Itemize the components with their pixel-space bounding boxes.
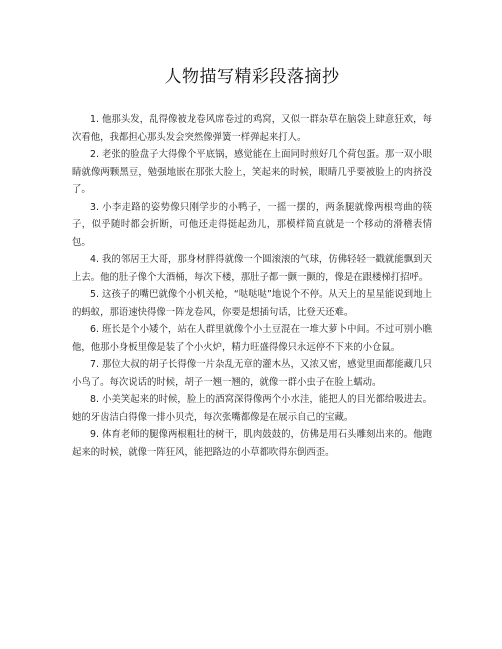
- paragraph-1: 1. 他那头发，乱得像被龙卷风席卷过的鸡窝，又似一群杂草在脑袋上肆意狂欢，每次看他，我都担心那头发会突然像弹簧一样弹起来打人。: [72, 114, 432, 143]
- document-title: 人物描写精彩段落摘抄: [164, 67, 340, 87]
- paragraph-9: 9. 体育老师的腿像两根粗壮的树干，肌肉鼓鼓的，仿佛是用石头雕刻出来的。他跑起来的时候，就像一阵狂风，能把路边的小草都吹得东倒西歪。: [72, 429, 432, 458]
- paragraph-3: 3. 小李走路的姿势像只刚学步的小鸭子，一摇一摆的，两条腿就像两根弯曲的筷子，似乎随时都会折断，可他还走得挺起劲儿，那模样简直就是一个移动的滑稽表情包。: [72, 201, 432, 248]
- paragraph-7: 7. 那位大叔的胡子长得像一片杂乱无章的灌木丛，又浓又密，感觉里面都能藏几只小鸟了。每次说话的时候，胡子一翘一翘的，就像一群小虫子在脸上蠕动。: [72, 359, 432, 388]
- paragraph-4: 4. 我的邻居王大哥，那身材胖得就像一个圆滚滚的气球，仿佛轻轻一戳就能飘到天上去。他的肚子像个大酒桶，每次下楼，那肚子都一颤一颤的，像是在跟楼梯打招呼。: [72, 254, 432, 283]
- paragraph-5: 5. 这孩子的嘴巴就像个小机关枪，“哒哒哒”地说个不停。从天上的星星能说到地上的蚂蚁，那语速快得像一阵龙卷风，你要是想插句话，比登天还难。: [72, 289, 432, 318]
- paragraph-8: 8. 小美笑起来的时候，脸上的酒窝深得像两个小水洼，能把人的目光都给吸进去。她的牙齿洁白得像一排小贝壳，每次张嘴都像是在展示自己的宝藏。: [72, 394, 432, 423]
- document-body: [72, 111, 432, 461]
- paragraph-2: 2. 老张的脸盘子大得像个平底锅，感觉能在上面同时煎好几个荷包蛋。那一双小眼睛就像两颗黑豆，勉强地嵌在那张大脸上，笑起来的时候，眼睛几乎要被脸上的肉挤没了。: [72, 149, 432, 195]
- paragraph-6: 6. 班长是个小矮个，站在人群里就像个小土豆混在一堆大萝卜中间。不过可别小瞧他，他那小身板里像是装了个小火炉，精力旺盛得像只永远停不下来的小仓鼠。: [72, 324, 432, 353]
